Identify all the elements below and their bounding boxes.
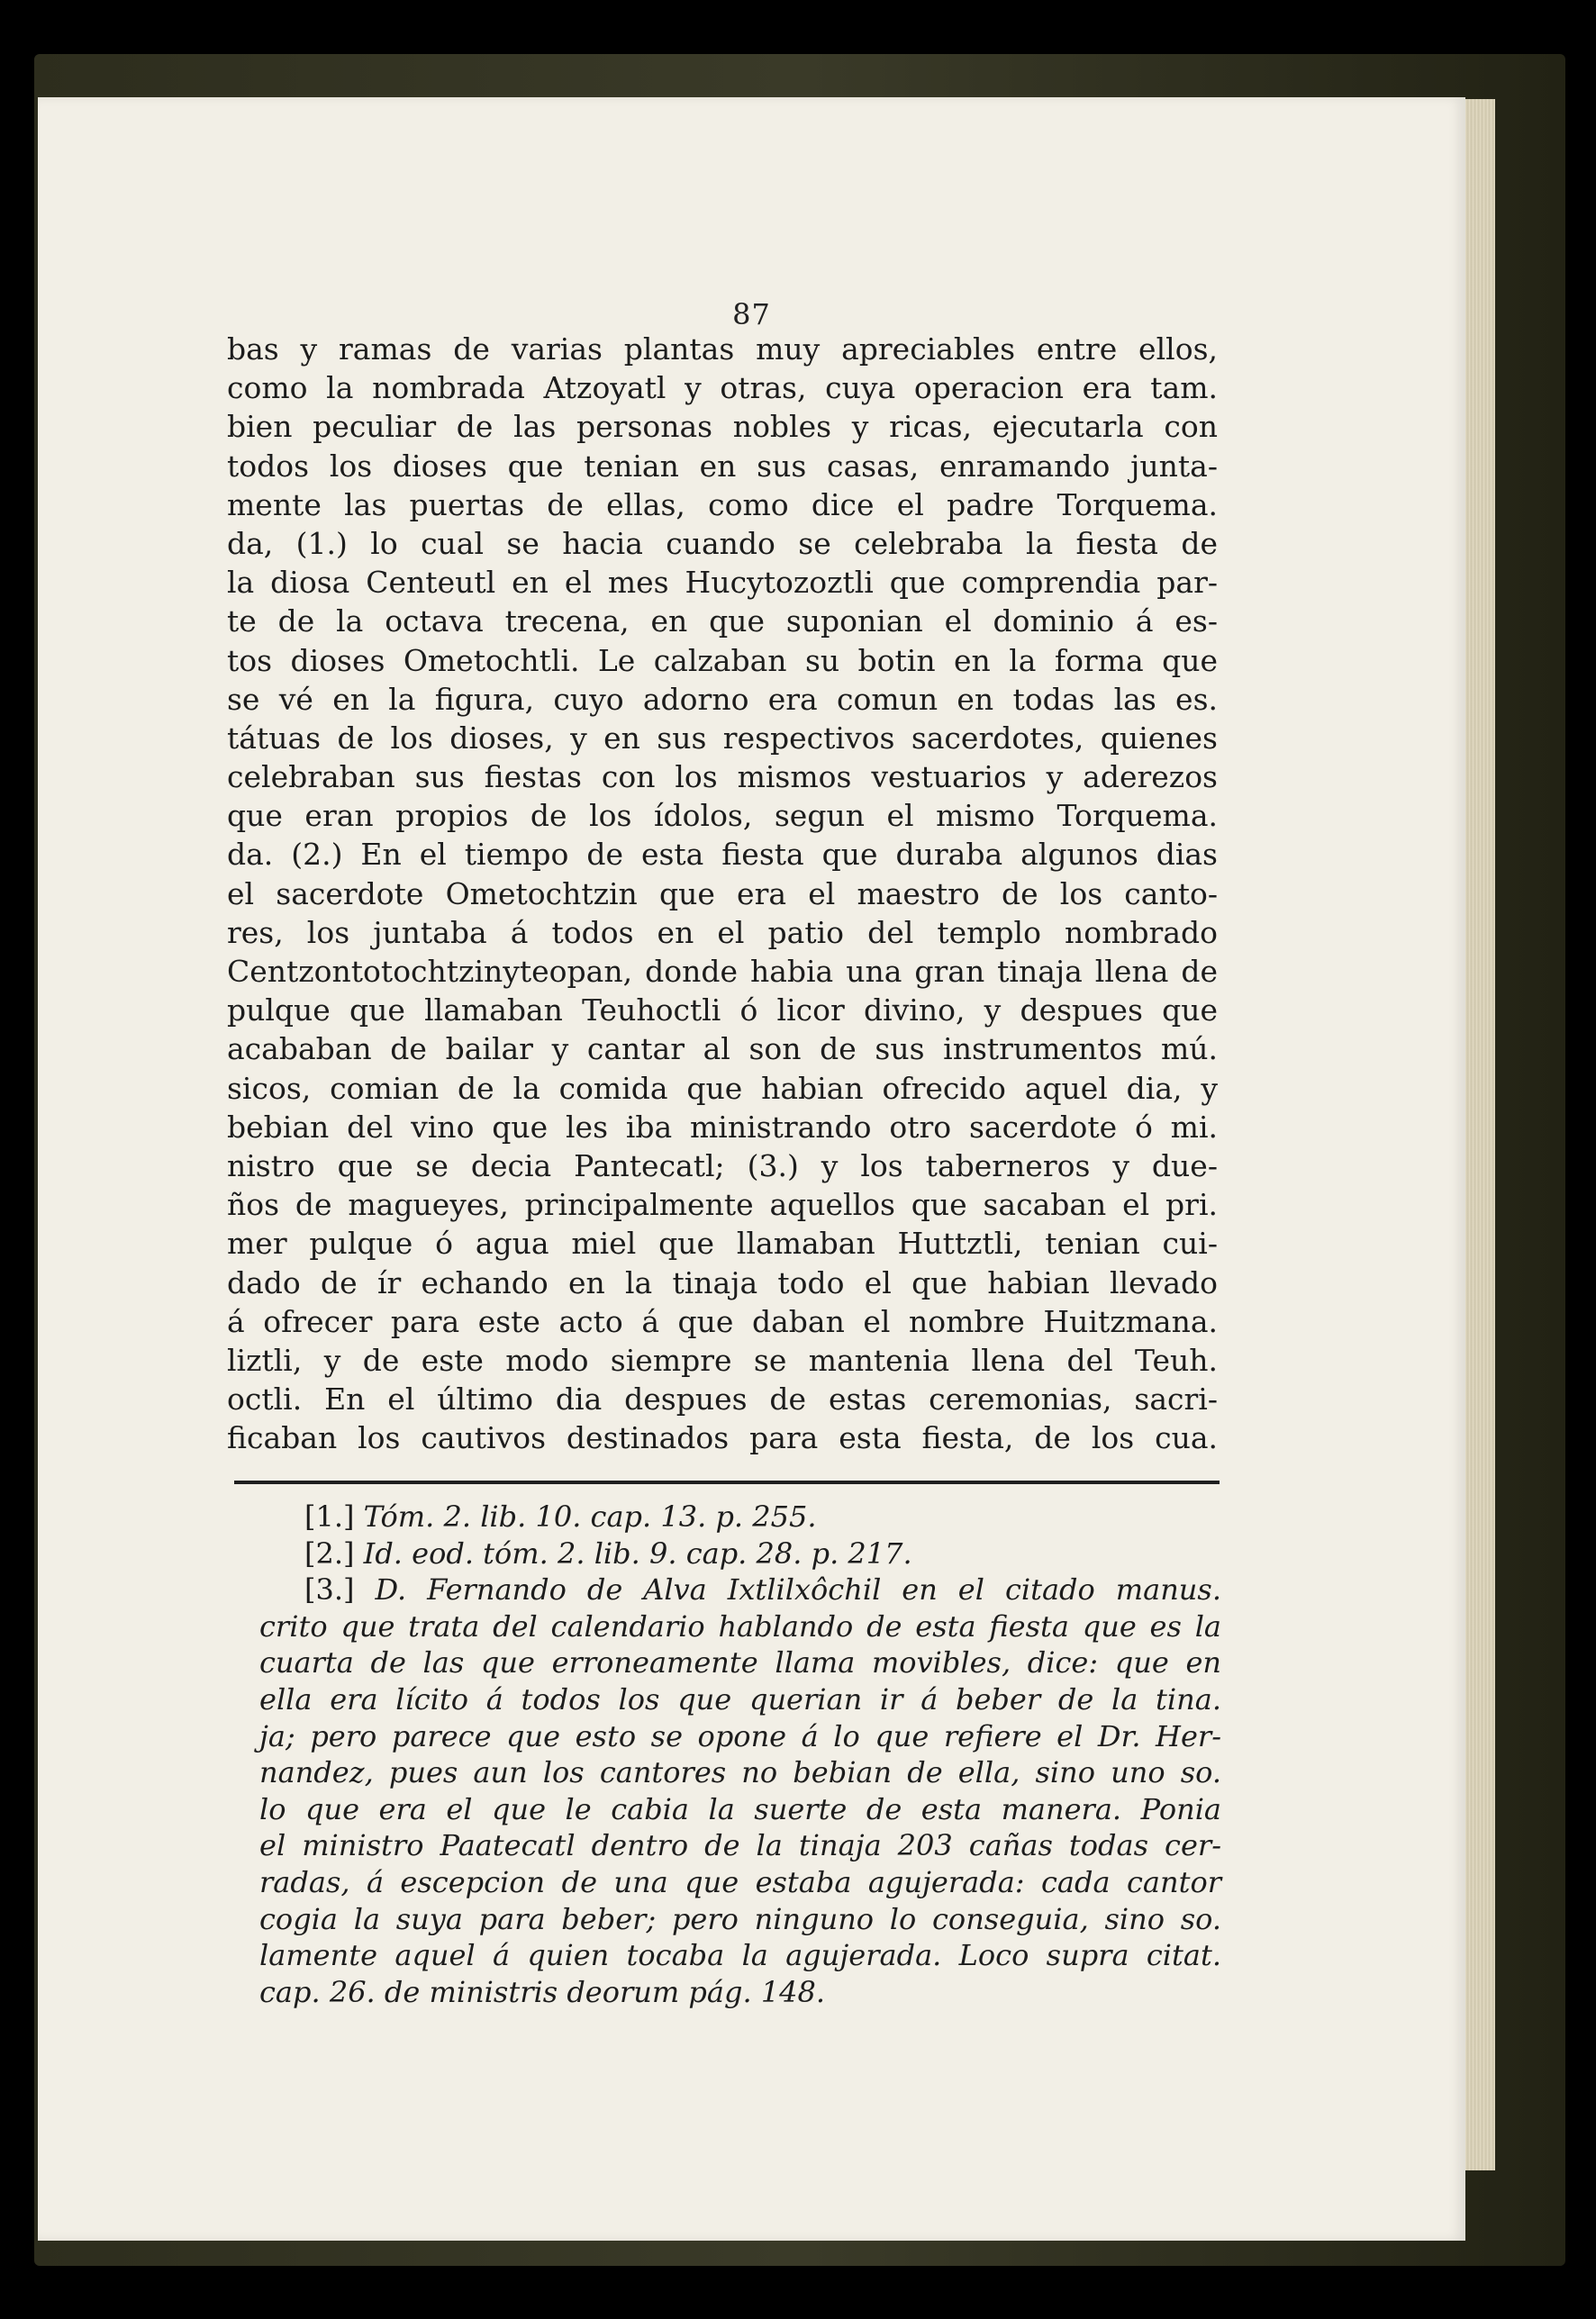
body-line: sicos, comian de la comida que habian ofrecido aquel dia, y (227, 1070, 1218, 1106)
footnote-text: Id. eod. tóm. 2. lib. 9. cap. 28. p. 217. (363, 1535, 912, 1571)
body-line: mente las puertas de ellas, como dice el padre Torquema. (227, 486, 1218, 522)
body-line: celebraban sus fiestas con los mismos vestuarios y aderezos (227, 759, 1218, 795)
footnote-text: D. Fernando de Alva Ixtlilxôchil en el citado manus. (375, 1572, 1222, 1608)
body-line: todos los dioses que tenian en sus casas, enramando junta- (227, 448, 1218, 484)
body-line: mer pulque ó agua miel que llamaban Huttztli, tenian cui- (227, 1226, 1218, 1262)
body-line: pulque que llamaban Teuhoctli ó licor divino, y despues que (227, 992, 1218, 1028)
body-line: se vé en la figura, cuyo adorno era comun en todas las es. (227, 681, 1218, 717)
footnote-line: radas, á escepcion de una que estaba agujerada: cada cantor (259, 1864, 1221, 1899)
body-line: res, los juntaba á todos en el patio del templo nombrado (227, 914, 1218, 950)
footnote-line: cuarta de las que erroneamente llama movibles, dice: que en (259, 1645, 1221, 1680)
footnote-line: el ministro Paatecatl dentro de la tinaja 203 cañas todas cer- (259, 1828, 1221, 1863)
footnote-line: nandez, pues aun los cantores no bebian de ella, sino uno so. (259, 1755, 1221, 1790)
body-line: ños de magueyes, principalmente aquellos que sacaban el pri. (227, 1187, 1218, 1223)
body-line: te de la octava trecena, en que suponian el dominio á es- (227, 603, 1218, 639)
footnote-3 (259, 1572, 1221, 1608)
body-line: tos dioses Ometochtli. Le calzaban su botin en la forma que (227, 642, 1218, 678)
body-line: la diosa Centeutl en el mes Hucytozoztli que comprendia par- (227, 565, 1218, 601)
body-line: tátuas de los dioses, y en sus respectivos sacerdotes, quienes (227, 720, 1218, 756)
body-line: octli. En el último dia despues de estas ceremonias, sacri- (227, 1381, 1218, 1418)
body-line: ficaban los cautivos destinados para esta fiesta, de los cua. (227, 1420, 1218, 1456)
footnote-1 (259, 1499, 1221, 1535)
footnote-line: ella era lícito á todos los que querian ir á beber de la tina. (259, 1681, 1221, 1717)
body-line: nistro que se decia Pantecatl; (3.) y los taberneros y due- (227, 1147, 1218, 1183)
footnotes (259, 1499, 1221, 2010)
body-line: bas y ramas de varias plantas muy apreciables entre ellos, (227, 331, 1218, 367)
page-number: 87 (732, 297, 771, 331)
footnote-line: cogia la suya para beber; pero ninguno lo conseguia, sino so. (259, 1901, 1221, 1936)
body-line: como la nombrada Atzoyatl y otras, cuya operacion era tam. (227, 370, 1218, 406)
footnote-rule (234, 1481, 1220, 1484)
body-line: bebian del vino que les iba ministrando otro sacerdote ó mi. (227, 1109, 1218, 1145)
body-text (227, 330, 1218, 1457)
footnote-mark: [1.] (304, 1499, 355, 1534)
body-line: el sacerdote Ometochtzin que era el maestro de los canto- (227, 875, 1218, 911)
body-line: bien peculiar de las personas nobles y ricas, ejecutarla con (227, 409, 1218, 445)
footnote-2 (259, 1535, 1221, 1572)
book-page (38, 97, 1465, 2241)
footnote-line: ja; pero parece que esto se opone á lo que refiere el Dr. Her- (259, 1718, 1221, 1753)
body-line: acababan de bailar y cantar al son de sus instrumentos mú. (227, 1031, 1218, 1067)
footnote-text: Tóm. 2. lib. 10. cap. 13. p. 255. (363, 1499, 817, 1534)
footnote-mark: [3.] (304, 1572, 355, 1608)
footnote-line: lo que era el que le cabia la suerte de esta manera. Ponia (259, 1791, 1221, 1826)
footnote-mark: [2.] (304, 1535, 355, 1571)
body-line: Centzontotochtzinyteopan, donde habia una gran tinaja llena de (227, 954, 1218, 989)
footnote-line: cap. 26. de ministris deorum pág. 148. (259, 1974, 826, 2009)
footnote-line: lamente aquel á quien tocaba la agujerada. Loco supra citat. (259, 1938, 1221, 1973)
body-line: á ofrecer para este acto á que daban el nombre Huitzmana. (227, 1303, 1218, 1339)
body-line: que eran propios de los ídolos, segun el mismo Torquema. (227, 798, 1218, 834)
body-line: da. (2.) En el tiempo de esta fiesta que duraba algunos dias (227, 837, 1218, 873)
body-line: da, (1.) lo cual se hacia cuando se celebraba la fiesta de (227, 525, 1218, 561)
footnote-line: crito que trata del calendario hablando de esta fiesta que es la (259, 1608, 1221, 1644)
footnote-3-continuation (259, 1608, 1221, 2011)
body-line: dado de ír echando en la tinaja todo el que habian llevado (227, 1264, 1218, 1300)
body-line: liztli, y de este modo siempre se mantenia llena del Teuh. (227, 1342, 1218, 1378)
